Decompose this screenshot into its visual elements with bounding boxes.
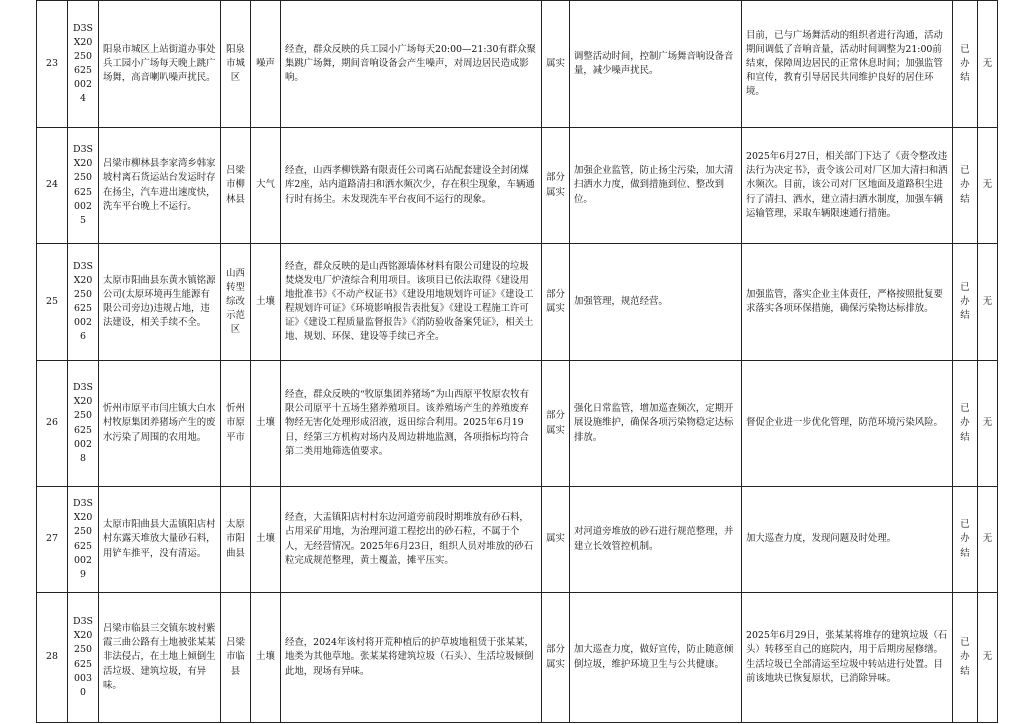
rectification-plan: 加强管理，规范经营。 xyxy=(570,244,742,361)
completion-status: 已办结 xyxy=(953,244,978,361)
issue-description: 太原市阳曲县东黄水镇铭源公司(太原环境再生能源有限公司旁边)违规占地，违法建设，相关手续不全。 xyxy=(99,244,221,361)
table-row xyxy=(37,361,998,487)
verification-result: 部分属实 xyxy=(542,361,570,487)
verification-result: 部分属实 xyxy=(542,593,570,723)
completion-status: 已办结 xyxy=(953,361,978,487)
case-code: D3SX202506250029 xyxy=(68,487,99,593)
row-number: 25 xyxy=(37,244,68,361)
pollution-type: 大气 xyxy=(251,128,281,244)
pollution-type: 土壤 xyxy=(251,361,281,487)
rectification-plan: 加大巡查力度，做好宣传，防止随意倾倒垃圾，维护环境卫生与公共健康。 xyxy=(570,593,742,723)
verification-result: 部分属实 xyxy=(542,244,570,361)
completion-status: 已办结 xyxy=(953,593,978,723)
penalty-info: 无 xyxy=(978,593,998,723)
row-number: 23 xyxy=(37,1,68,128)
rectification-progress: 2025年6月29日，张某某将堆存的建筑垃圾（石头）转移至自己的庭院内，用于后期房屋修缮。生活垃圾已全部清运至垃圾中转站进行处置。目前该地块已恢复原状，已消除异味。 xyxy=(742,593,953,723)
investigation-finding: 经查，群众反映的兵工园小广场每天20:00—21:30有群众聚集跳广场舞，期间音响设备会产生噪声，对周边居民造成影响。 xyxy=(281,1,542,128)
pollution-type: 土壤 xyxy=(251,244,281,361)
case-code: D3SX202506250024 xyxy=(68,1,99,128)
penalty-info: 无 xyxy=(978,361,998,487)
table-row xyxy=(37,128,998,244)
investigation-finding: 经查，大盂镇阳店村村东边河道旁前段时期堆放有砂石料，占用采矿用地，为治理河道工程挖出的砂石粒，不属于个人，无经营情况。2025年6月23日，组织人员对堆放的砂石粒完成规范整理，黄土覆盖，摊平压实。 xyxy=(281,487,542,593)
row-number: 24 xyxy=(37,128,68,244)
penalty-info: 无 xyxy=(978,128,998,244)
table-row xyxy=(37,487,998,593)
penalty-info: 无 xyxy=(978,1,998,128)
administrative-area: 吕梁市柳林县 xyxy=(221,128,251,244)
completion-status: 已办结 xyxy=(953,487,978,593)
rectification-progress: 督促企业进一步优化管理，防范环境污染风险。 xyxy=(742,361,953,487)
case-code: D3SX202506250026 xyxy=(68,244,99,361)
penalty-info: 无 xyxy=(978,244,998,361)
issue-description: 太原市阳曲县大盂镇阳店村村东露天堆放大量砂石料，用铲车推平，没有清运。 xyxy=(99,487,221,593)
rectification-progress: 加大巡查力度，发现问题及时处理。 xyxy=(742,487,953,593)
issue-description: 吕梁市柳林县李家湾乡韩家坡村离石货运站台发运时存在扬尘，汽车进出速度快，洗车平台晚上不运行。 xyxy=(99,128,221,244)
completion-status: 已办结 xyxy=(953,1,978,128)
case-table xyxy=(36,0,998,723)
completion-status: 已办结 xyxy=(953,128,978,244)
investigation-finding: 经查，山西孝柳铁路有限责任公司离石站配套建设全封闭煤库2座，站内道路清扫和洒水频次少，存在积尘现象，车辆通行时有扬尘。未发现洗车平台夜间不运行的现象。 xyxy=(281,128,542,244)
rectification-plan: 强化日常监管，增加巡查频次，定期开展设施维护，确保各项污染物稳定达标排放。 xyxy=(570,361,742,487)
investigation-finding: 经查，群众反映的是山西铭源墙体材料有限公司建设的垃圾焚烧发电厂炉渣综合利用项目。该项目已依法取得《建设用地批准书》《不动产权证书》《建设用地规划许可证》《建设工程规划许可证》《环境影响报告表批复》《建设工程施工许可证》《建设工程质量监督报告》《消防验收备案凭证》，相关土地、规划、环保、建设等手续已齐全。 xyxy=(281,244,542,361)
table-row xyxy=(37,1,998,128)
administrative-area: 太原市阳曲县 xyxy=(221,487,251,593)
verification-result: 属实 xyxy=(542,487,570,593)
case-code: D3SX202506250028 xyxy=(68,361,99,487)
row-number: 27 xyxy=(37,487,68,593)
administrative-area: 山西转型综改示范区 xyxy=(221,244,251,361)
pollution-type: 土壤 xyxy=(251,487,281,593)
case-code: D3SX202506250030 xyxy=(68,593,99,723)
pollution-type: 土壤 xyxy=(251,593,281,723)
verification-result: 属实 xyxy=(542,1,570,128)
issue-description: 阳泉市城区上站街道办事处兵工园小广场每天晚上跳广场舞，高音喇叭噪声扰民。 xyxy=(99,1,221,128)
row-number: 26 xyxy=(37,361,68,487)
investigation-finding: 经查，群众反映的“牧原集团养猪场”为山西原平牧原农牧有限公司原平十五场生猪养殖项目。该养殖场产生的养殖废弃物经无害化处理形成沼液，返田综合利用。2025年6月19日，经第三方机构对场内及周边耕地监测，各项指标均符合第二类用地筛选值要求。 xyxy=(281,361,542,487)
table-row xyxy=(37,244,998,361)
investigation-finding: 经查，2024年该村将开荒种植后的护草坡地租赁于张某某，地类为其他草地。张某某将建筑垃圾（石头）、生活垃圾倾倒此地，现场有异味。 xyxy=(281,593,542,723)
pollution-type: 噪声 xyxy=(251,1,281,128)
administrative-area: 吕梁市临县 xyxy=(221,593,251,723)
issue-description: 忻州市原平市闫庄镇大白水村牧原集团养猪场产生的废水污染了周围的农用地。 xyxy=(99,361,221,487)
administrative-area: 忻州市原平市 xyxy=(221,361,251,487)
row-number: 28 xyxy=(37,593,68,723)
administrative-area: 阳泉市城区 xyxy=(221,1,251,128)
rectification-plan: 对河道旁堆放的砂石进行规范整理，并建立长效管控机制。 xyxy=(570,487,742,593)
verification-result: 部分属实 xyxy=(542,128,570,244)
rectification-plan: 加强企业监管，防止扬尘污染，加大清扫洒水力度，做到措施到位、整改到位。 xyxy=(570,128,742,244)
case-code: D3SX202506250025 xyxy=(68,128,99,244)
table-row xyxy=(37,593,998,723)
issue-description: 吕梁市临县三交镇东坡村紫霞三曲公路有土地被张某某非法侵占，在土地上倾倒生活垃圾、建筑垃圾，有异味。 xyxy=(99,593,221,723)
rectification-progress: 2025年6月27日，相关部门下达了《责令整改违法行为决定书》，责令该公司对厂区加大清扫和洒水频次。目前，该公司对厂区地面及道路积尘进行了清扫、洒水，建立清扫洒水制度，加强车辆运输管理，采取车辆限速通行措施。 xyxy=(742,128,953,244)
rectification-plan: 调整活动时间，控制广场舞音响设备音量，减少噪声扰民。 xyxy=(570,1,742,128)
rectification-progress: 加强监管，落实企业主体责任，严格按照批复要求落实各项环保措施，确保污染物达标排放。 xyxy=(742,244,953,361)
penalty-info: 无 xyxy=(978,487,998,593)
rectification-progress: 目前，已与广场舞活动的组织者进行沟通，活动期间调低了音响音量，活动时间调整为21:00前结束，保障周边居民的正常休息时间；加强监管和宣传，教育引导居民共同维护良好的居住环境。 xyxy=(742,1,953,128)
